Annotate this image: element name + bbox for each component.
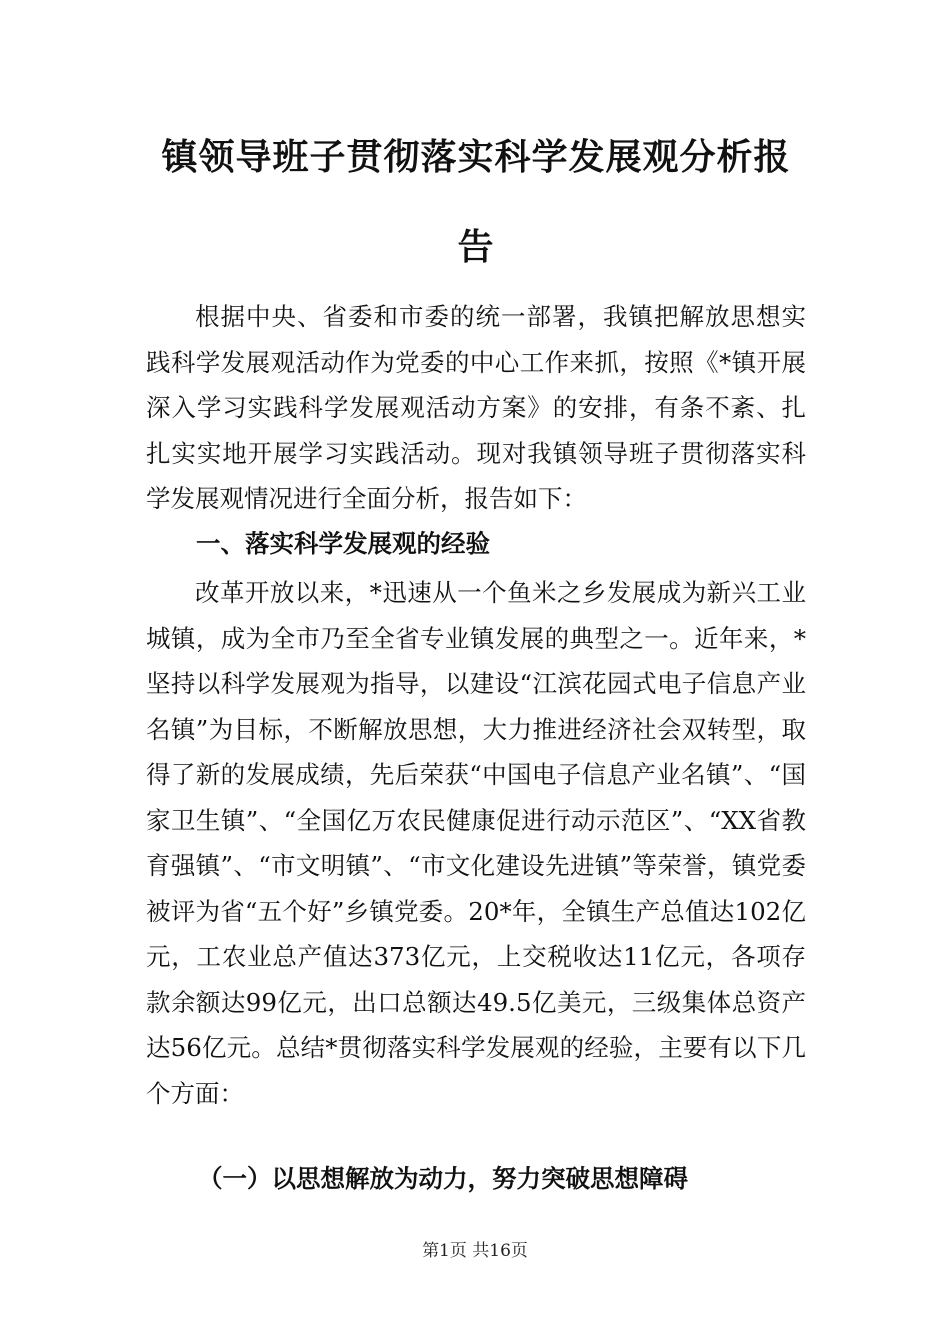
document-title-line-1: 镇领导班子贯彻落实科学发展观分析报 [161,137,791,178]
document-title-line-2: 告 [457,227,495,268]
subsection-heading-1: （一）以思想解放为动力，努力突破思想障碍 [198,1164,688,1193]
page-footer: 第1页 共16页 [422,1241,528,1261]
section-heading-1: 一、落实科学发展观的经验 [196,529,490,558]
intro-paragraph: 根据中央、省委和市委的统一部署，我镇把解放思想实践科学发展观活动作为党委的中心工作来抓，按照《*镇开展深入学习实践科学发展观活动方案》的安排，有条不紊、扎扎实实地开展学习实践活动。现对我镇领导班子贯彻落实科学发展观情况进行全面分析，报告如下： [146,302,806,513]
experience-paragraph: 改革开放以来，*迅速从一个鱼米之乡发展成为新兴工业城镇，成为全市乃至全省专业镇发展的典型之一。近年来，*坚持以科学发展观为指导，以建设“江滨花园式电子信息产业名镇”为目标，不断解放思想，大力推进经济社会双转型，取得了新的发展成绩，先后荣获“中国电子信息产业名镇”、“国家卫生镇”、“全国亿万农民健康促进行动示范区”、“XX省教育强镇”、“市文明镇”、“市文化建设先进镇”等荣誉，镇党委被评为省“五个好”乡镇党委。20*年，全镇生产总值达102亿元，工农业总产值达373亿元，上交税收达11亿元，各项存款余额达99亿元，出口总额达49.5亿美元，三级集体总资产达56亿元。总结*贯彻落实科学发展观的经验，主要有以下几个方面： [146,578,806,1108]
